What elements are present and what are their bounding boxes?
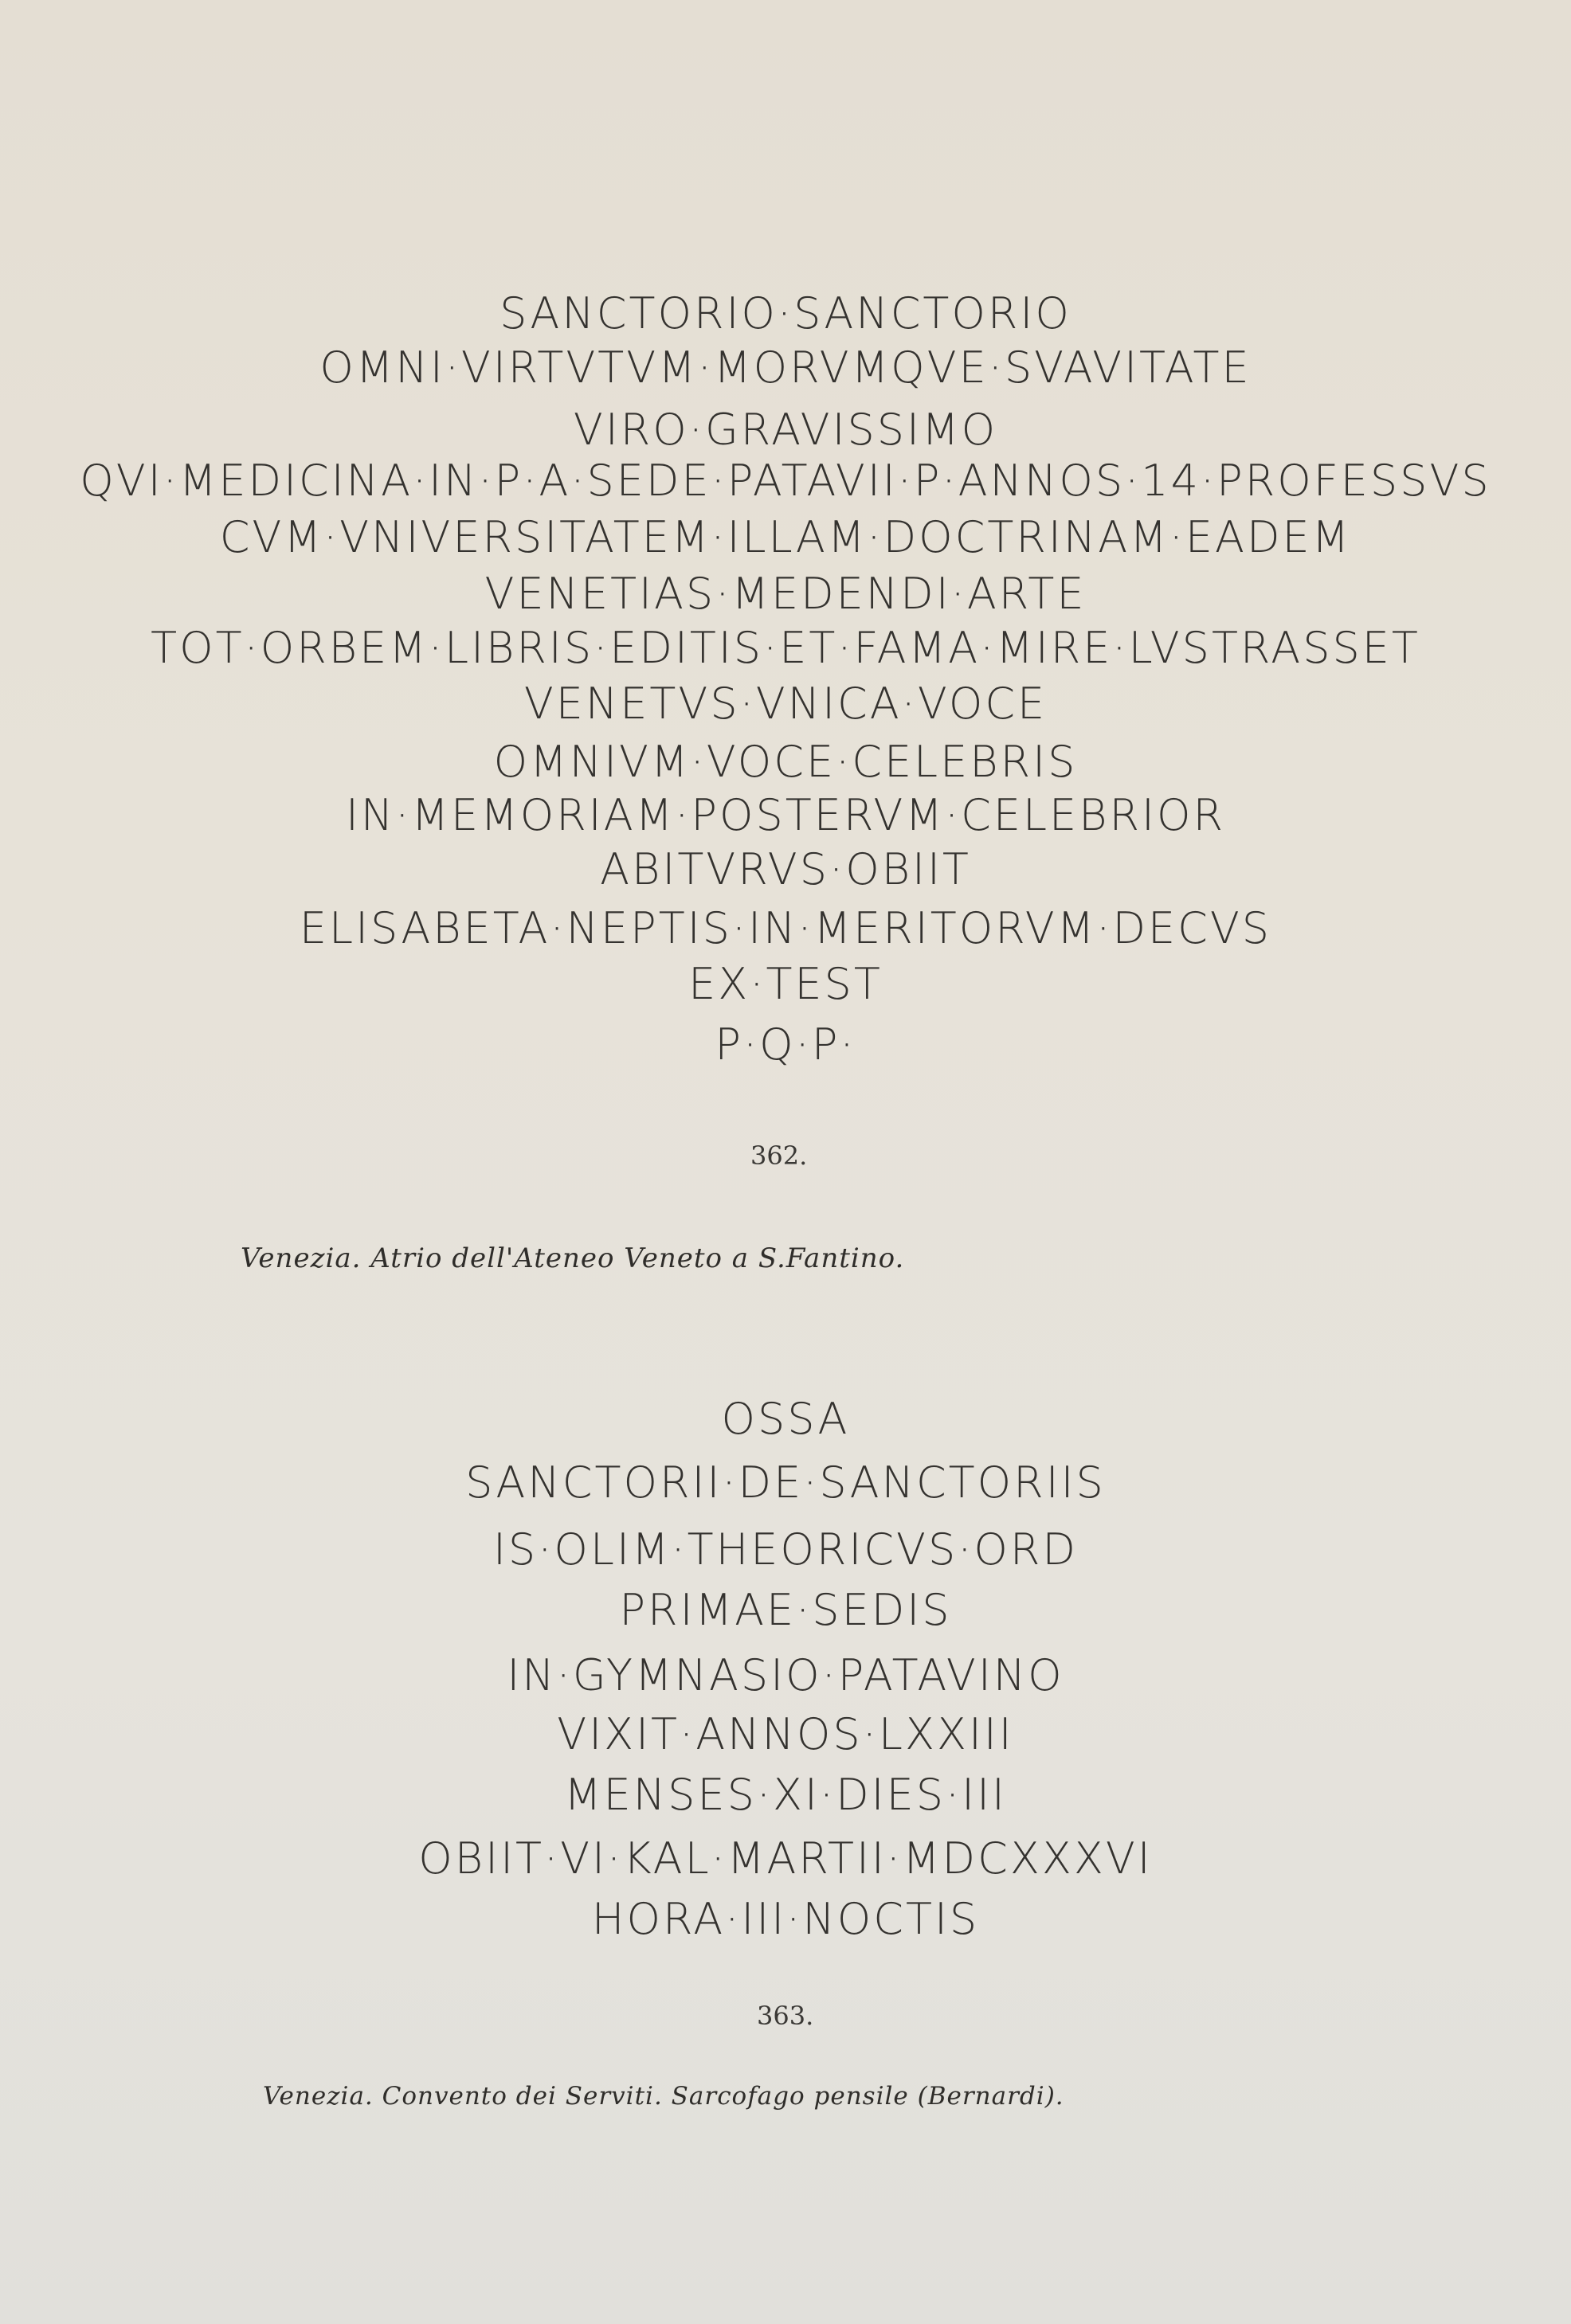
inscription-line: ELISABETA·NEPTIS·IN·MERITORVM·DECVS <box>299 903 1272 953</box>
inscription-line: ABITVRVS·OBIIT <box>600 844 971 894</box>
inscription-line: IN·GYMNASIO·PATAVINO <box>507 1650 1064 1700</box>
inscription-line: HORA·III·NOCTIS <box>591 1894 980 1944</box>
inscription-line: OSSA <box>721 1394 850 1444</box>
inscription-line: SANCTORIO·SANCTORIO <box>500 288 1071 338</box>
inscription-line: IS·OLIM·THEORICVS·ORD <box>493 1524 1078 1575</box>
inscription-line: OBIIT·VI·KAL·MARTII·MDCXXXVI <box>418 1833 1153 1884</box>
inscription-line: OMNI·VIRTVTVM·MORVMQVE·SVAVITATE <box>319 342 1252 393</box>
inscription-line: VENETIAS·MEDENDI·ARTE <box>484 569 1087 619</box>
inscription-line: VIRO·GRAVISSIMO <box>573 405 998 455</box>
inscription-line: OMNIVM·VOCE·CELEBRIS <box>493 737 1078 787</box>
inscription-line: IN·MEMORIAM·POSTERVM·CELEBRIOR <box>345 790 1225 840</box>
inscription-line: QVI·MEDICINA·IN·P·A·SEDE·PATAVII·P·ANNOS·14·PROFESSVS <box>80 456 1491 506</box>
inscription-number: 363. <box>757 2001 814 2031</box>
inscription-caption: Venezia. Convento dei Serviti. Sarcofago pensile (Bernardi). <box>263 2082 1064 2111</box>
inscription-number: 362. <box>750 1140 808 1171</box>
inscription-line: VIXIT·ANNOS·LXXIII <box>557 1709 1014 1759</box>
inscription-caption: Venezia. Atrio dell'Ateneo Veneto a S.Fantino. <box>241 1242 905 1274</box>
inscription-line: TOT·ORBEM·LIBRIS·EDITIS·ET·FAMA·MIRE·LVSTRASSET <box>151 623 1420 673</box>
inscription-line: CVM·VNIVERSITATEM·ILLAM·DOCTRINAM·EADEM <box>219 512 1352 562</box>
inscription-line: P·Q·P· <box>715 1019 856 1070</box>
inscription-line: EX·TEST <box>688 959 883 1009</box>
inscription-line: VENETVS·VNICA·VOCE <box>523 679 1048 729</box>
inscription-line: SANCTORII·DE·SANCTORIIS <box>465 1457 1106 1508</box>
inscription-line: MENSES·XI·DIES·III <box>564 1770 1007 1820</box>
inscription-line: PRIMAE·SEDIS <box>619 1585 952 1635</box>
